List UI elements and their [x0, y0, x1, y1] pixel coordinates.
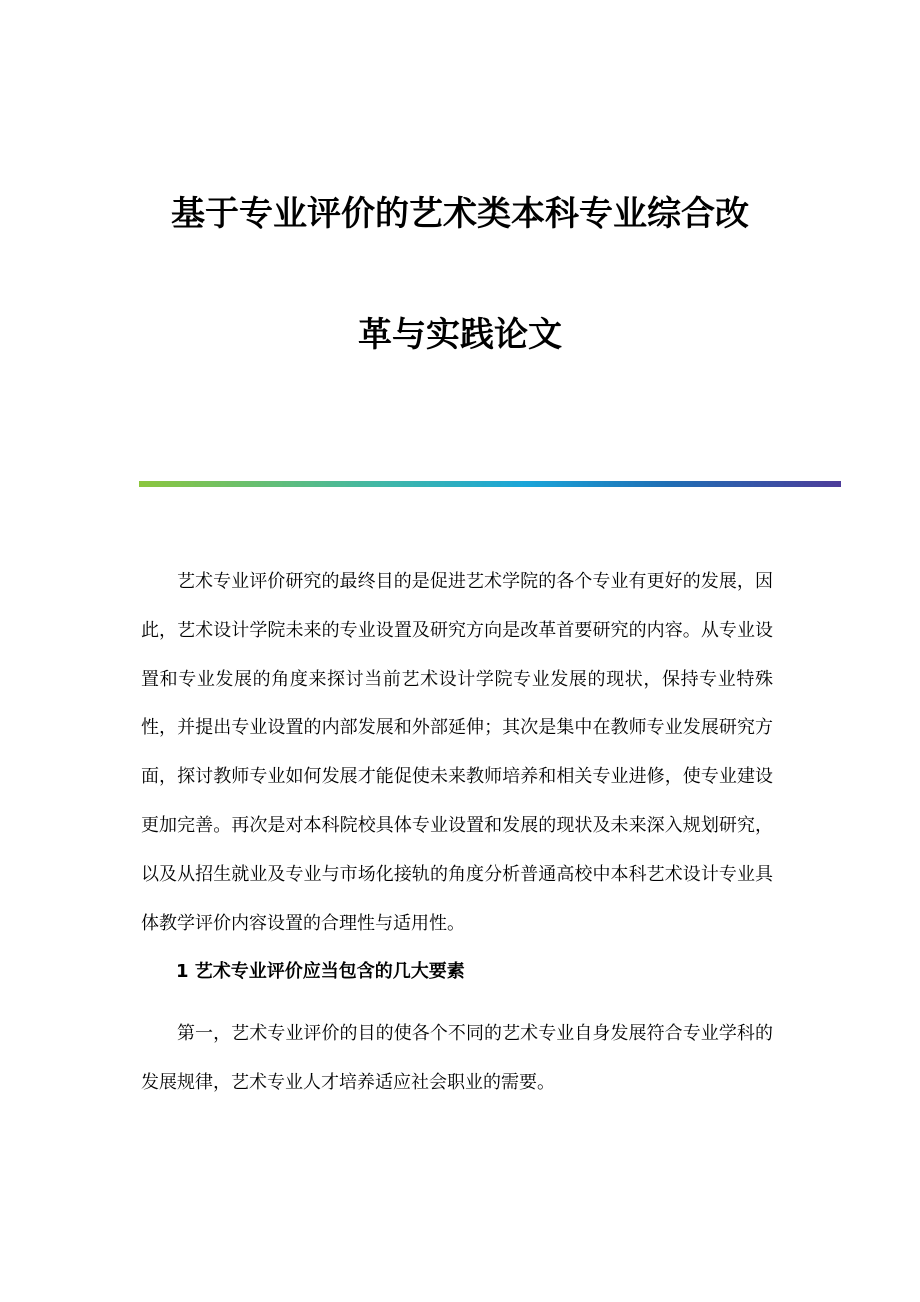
- gradient-divider: [139, 481, 841, 487]
- document-title-line-2: 革与实践论文: [358, 315, 562, 355]
- body-paragraph-1: 艺术专业评价研究的最终目的是促进艺术学院的各个专业有更好的发展，因此，艺术设计学院未来的专业设置及研究方向是改革首要研究的内容。从专业设置和专业发展的角度来探讨当前艺术设计学院专业发展的现状，保持专业特殊性，并提出专业设置的内部发展和外部延伸；其次是集中在教师专业发展研究方面，探讨教师专业如何发展才能促使未来教师培养和相关专业进修，使专业建设更加完善。再次是对本科院校具体专业设置和发展的现状及未来深入规划研究，以及从招生就业及专业与市场化接轨的角度分析普通高校中本科艺术设计专业具体教学评价内容设置的合理性与适用性。: [141, 571, 773, 934]
- body-paragraph-2: 第一，艺术专业评价的目的使各个不同的艺术专业自身发展符合专业学科的发展规律，艺术专业人才培养适应社会职业的需要。: [141, 1023, 773, 1093]
- document-title-line-1: 基于专业评价的艺术类本科专业综合改: [171, 194, 749, 234]
- section-heading-1: 1 艺术专业评价应当包含的几大要素: [176, 961, 465, 982]
